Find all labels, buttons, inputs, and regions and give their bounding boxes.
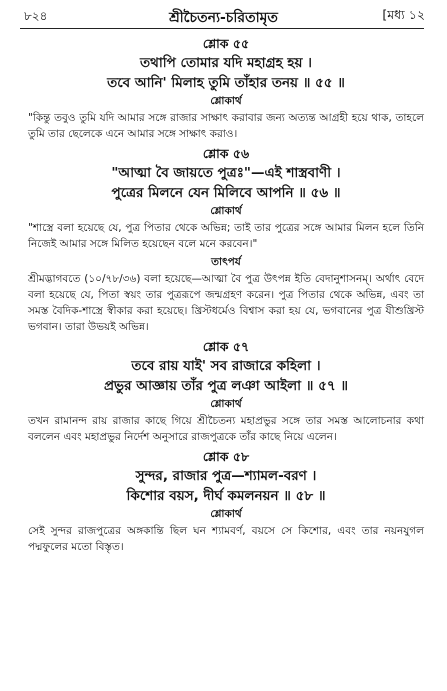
paragraph: তখন রামানন্দ রায় রাজার কাছে গিয়ে শ্রীচৈতন্য মহাপ্রভুর সঙ্গে তার সমস্ত আলোচনার কথা বললেন এবং মহাপ্রভুর নির্দেশ অনুসারে রাজপুত্রকে তাঁর কাছে নিয়ে এলেন। (28, 415, 424, 443)
page-number: ৮২৪ (24, 9, 48, 23)
verse-line: কিশোর বয়স, দীর্ঘ কমলনয়ন ॥ ৫৮ ॥ (126, 488, 326, 504)
shloka-label: শ্লোক ৫৮ (202, 449, 250, 464)
section (28, 34, 424, 142)
section-sublabel: শ্লোকার্থ (210, 398, 242, 410)
running-header (0, 4, 447, 30)
shloka-label: শ্লোক ৫৫ (202, 36, 250, 51)
section-sublabel: শ্লোকার্থ (210, 508, 242, 520)
verse-line: প্রভুর আজ্ঞায় তাঁর পুত্র লঞা আইলা ॥ ৫৭ ॥ (103, 378, 349, 394)
shloka-label: শ্লোক ৫৭ (202, 339, 250, 354)
paragraph: সেই সুন্দর রাজপুত্রের অঙ্গকান্তি ছিল ঘন শ্যামবর্ণ, বয়সে সে কিশোর, এবং তার নয়নযুগল পদ্মফুলের মতো বিস্তৃত। (28, 525, 424, 553)
verse-line: তবে আনি' মিলাহ তুমি তাঁহার তনয় ॥ ৫৫ ॥ (107, 75, 345, 91)
paragraph: "কিন্তু তবুও তুমি যদি আমার সঙ্গে রাজার সাক্ষাৎ করাবার জন্য অত্যন্ত আগ্রহী হয়ে থাক, তাহলে তুমি তার ছেলেকে এনে আমার সঙ্গে সাক্ষাৎ করাও। (28, 112, 424, 140)
book-title: শ্রীচৈতন্য-চরিতামৃত (169, 10, 278, 26)
verse-line: পুত্রের মিলনে যেন মিলিবে আপনি ॥ ৫৬ ॥ (111, 185, 341, 201)
header-rule (20, 28, 424, 29)
verse-line: সুন্দর, রাজার পুত্র—শ্যামল-বরণ । (135, 468, 317, 484)
section-sublabel: তাৎপর্য (211, 256, 241, 268)
paragraph: শ্রীমদ্ভাগবতে (১০/৭৮/৩৬) বলা হয়েছে—আত্মা বৈ পুত্র উৎপন্ন ইতি বেদানুশাসনম্। অর্থাৎ বেদে বলা হয়েছে যে, পিতা স্বয়ং তার পুত্ররূপে জন্মগ্রহণ করেন। পুত্র পিতার থেকে অভিন্ন, এবং তা সমস্ত বৈদিক-শাস্ত্রে স্বীকার করা হয়েছে। খ্রিস্টধর্মেও বিশ্বাস করা হয় যে, ভগবানের পুত্র যীশুখ্রিস্ট ভগবান। তারা উভয়ই অভিন্ন। (28, 273, 424, 333)
page-body (28, 34, 424, 557)
section-sublabel: শ্লোকার্থ (210, 95, 242, 107)
section (28, 337, 424, 445)
paragraph: "শাস্ত্রে বলা হয়েছে যে, পুত্র পিতার থেকে অভিন্ন; তাই তার পুত্রের সঙ্গে আমার মিলন হলে তিনি নিজেই আমার সঙ্গে মিলিত হয়েছেন বলে মনে করবেন।" (28, 222, 424, 250)
verse-line: তথাপি তোমার যদি মহাগ্রহ হয় । (140, 55, 312, 71)
section (28, 254, 424, 335)
section-sublabel: শ্লোকার্থ (210, 205, 242, 217)
verse-line: তবে রায় যাই' সব রাজারে কহিলা । (131, 358, 321, 374)
section (28, 144, 424, 252)
verse-line: "আত্মা বৈ জায়তে পুত্রঃ"—এই শাস্ত্রবাণী । (111, 165, 341, 181)
shloka-label: শ্লোক ৫৬ (202, 146, 250, 161)
chapter-label: [মধ্য ১২ (382, 7, 425, 22)
section (28, 447, 424, 555)
